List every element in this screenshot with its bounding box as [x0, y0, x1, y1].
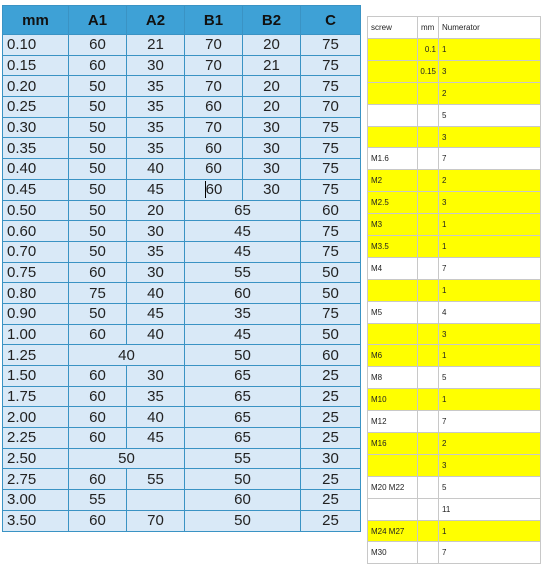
cell-screw[interactable]: M16 — [368, 433, 418, 455]
cell-b-merged[interactable]: 50 — [185, 469, 301, 490]
list-item — [368, 170, 541, 192]
cell-numerator[interactable]: 7 — [439, 542, 541, 564]
cell-a1[interactable]: 50 — [69, 76, 127, 97]
cell-c[interactable]: 50 — [301, 283, 361, 304]
cell-a1[interactable]: 60 — [69, 510, 127, 531]
cell-screw[interactable] — [368, 454, 418, 476]
cell-a1[interactable]: 60 — [69, 386, 127, 407]
cell-b-merged[interactable]: 60 — [185, 283, 301, 304]
cell-a2[interactable]: 35 — [127, 386, 185, 407]
cell-numerator[interactable]: 3 — [439, 126, 541, 148]
cell-b2[interactable]: 20 — [243, 97, 301, 118]
cell-numerator[interactable]: 1 — [439, 236, 541, 258]
list-item — [368, 257, 541, 279]
cell-mm[interactable]: 2.50 — [3, 448, 69, 469]
cell-mm[interactable]: 0.45 — [3, 179, 69, 200]
cell-b1[interactable]: 70 — [185, 117, 243, 138]
table-row — [3, 117, 361, 138]
cell-a2[interactable]: 35 — [127, 117, 185, 138]
table-row — [3, 221, 361, 242]
cell-a1[interactable]: 50 — [69, 241, 127, 262]
cell-mm[interactable]: 1.75 — [3, 386, 69, 407]
table-row — [3, 97, 361, 118]
cell-mm[interactable]: 1.25 — [3, 345, 69, 366]
list-item — [368, 39, 541, 61]
cell-c[interactable]: 25 — [301, 386, 361, 407]
cell-numerator[interactable]: 3 — [439, 192, 541, 214]
cell-c[interactable]: 25 — [301, 428, 361, 449]
cell-screw-mm[interactable]: 0.15 — [418, 60, 439, 82]
list-item — [368, 126, 541, 148]
table-row — [3, 283, 361, 304]
cell-numerator[interactable]: 1 — [439, 214, 541, 236]
table-row — [3, 76, 361, 97]
header-screw[interactable]: screw — [368, 17, 418, 39]
cell-c[interactable]: 75 — [301, 221, 361, 242]
cell-c[interactable]: 30 — [301, 448, 361, 469]
cell-screw[interactable]: M24 M27 — [368, 520, 418, 542]
cell-c[interactable]: 75 — [301, 138, 361, 159]
cell-c[interactable]: 70 — [301, 97, 361, 118]
cell-screw[interactable] — [368, 323, 418, 345]
cell-screw[interactable] — [368, 82, 418, 104]
cell-mm[interactable]: 1.50 — [3, 366, 69, 387]
cell-a2[interactable]: 45 — [127, 179, 185, 200]
cell-b-merged[interactable]: 45 — [185, 241, 301, 262]
cell-numerator[interactable]: 11 — [439, 498, 541, 520]
cell-mm[interactable]: 2.00 — [3, 407, 69, 428]
cell-a2[interactable]: 20 — [127, 200, 185, 221]
cell-a2[interactable]: 30 — [127, 366, 185, 387]
cell-b2[interactable]: 30 — [243, 138, 301, 159]
cell-screw-mm[interactable] — [418, 214, 439, 236]
dimension-header-row — [3, 6, 361, 35]
cell-numerator[interactable]: 3 — [439, 60, 541, 82]
table-row — [3, 35, 361, 56]
cell-a2[interactable]: 70 — [127, 510, 185, 531]
cell-a2[interactable]: 30 — [127, 262, 185, 283]
cell-a2[interactable] — [127, 490, 185, 511]
cell-mm[interactable]: 0.35 — [3, 138, 69, 159]
table-row — [3, 179, 361, 200]
cell-b2[interactable]: 30 — [243, 159, 301, 180]
cell-c[interactable]: 75 — [301, 35, 361, 56]
cell-mm[interactable]: 0.70 — [3, 241, 69, 262]
list-item — [368, 323, 541, 345]
cell-a1[interactable]: 60 — [69, 407, 127, 428]
cell-numerator[interactable]: 4 — [439, 301, 541, 323]
cell-screw[interactable]: M1.6 — [368, 148, 418, 170]
cell-screw[interactable]: M30 — [368, 542, 418, 564]
table-row — [3, 448, 361, 469]
cell-screw-mm[interactable] — [418, 454, 439, 476]
cell-screw[interactable]: M6 — [368, 345, 418, 367]
cell-c[interactable]: 75 — [301, 55, 361, 76]
cell-screw-mm[interactable] — [418, 367, 439, 389]
cell-a2[interactable]: 45 — [127, 428, 185, 449]
cell-mm[interactable]: 0.60 — [3, 221, 69, 242]
table-row — [3, 241, 361, 262]
cell-numerator[interactable]: 1 — [439, 520, 541, 542]
cell-a1[interactable]: 50 — [69, 179, 127, 200]
cell-c[interactable]: 60 — [301, 200, 361, 221]
list-item — [368, 476, 541, 498]
cell-screw[interactable]: M10 — [368, 389, 418, 411]
cell-mm[interactable]: 1.00 — [3, 324, 69, 345]
header-mm[interactable]: mm — [3, 6, 69, 35]
list-item — [368, 433, 541, 455]
table-row — [3, 386, 361, 407]
cell-numerator[interactable]: 7 — [439, 411, 541, 433]
list-item — [368, 236, 541, 258]
cell-screw[interactable]: M4 — [368, 257, 418, 279]
cell-b2[interactable]: 30 — [243, 117, 301, 138]
cell-numerator[interactable]: 5 — [439, 476, 541, 498]
cell-a2[interactable]: 35 — [127, 241, 185, 262]
cell-b1[interactable]: 70 — [185, 55, 243, 76]
cell-numerator[interactable]: 1 — [439, 345, 541, 367]
cell-a1[interactable]: 60 — [69, 324, 127, 345]
cell-c[interactable]: 50 — [301, 324, 361, 345]
table-row — [3, 200, 361, 221]
screw-table — [367, 16, 541, 564]
list-item — [368, 367, 541, 389]
cell-numerator[interactable]: 7 — [439, 257, 541, 279]
table-row — [3, 428, 361, 449]
cell-a1[interactable]: 60 — [69, 35, 127, 56]
header-a2[interactable]: A2 — [127, 6, 185, 35]
cell-b-merged[interactable]: 60 — [185, 490, 301, 511]
table-row — [3, 490, 361, 511]
cell-screw[interactable]: M8 — [368, 367, 418, 389]
cell-numerator[interactable]: 5 — [439, 367, 541, 389]
cell-a1[interactable]: 50 — [69, 200, 127, 221]
cell-mm[interactable]: 0.50 — [3, 200, 69, 221]
cell-mm[interactable]: 2.25 — [3, 428, 69, 449]
table-row — [3, 510, 361, 531]
cell-screw-mm[interactable] — [418, 476, 439, 498]
cell-b2[interactable]: 20 — [243, 76, 301, 97]
cell-b-merged[interactable]: 55 — [185, 448, 301, 469]
cell-b1[interactable]: 60 — [185, 97, 243, 118]
list-item — [368, 214, 541, 236]
cell-c[interactable]: 75 — [301, 76, 361, 97]
cell-screw[interactable]: M3.5 — [368, 236, 418, 258]
list-item — [368, 411, 541, 433]
cell-a2[interactable]: 35 — [127, 138, 185, 159]
table-row — [3, 303, 361, 324]
cell-a1[interactable]: 50 — [69, 303, 127, 324]
cell-b-merged[interactable]: 65 — [185, 366, 301, 387]
table-row — [3, 55, 361, 76]
list-item — [368, 389, 541, 411]
cell-c[interactable]: 50 — [301, 262, 361, 283]
cell-b1[interactable]: 60 — [185, 159, 243, 180]
cell-a2[interactable]: 35 — [127, 76, 185, 97]
cell-a1[interactable]: 60 — [69, 55, 127, 76]
header-b1[interactable]: B1 — [185, 6, 243, 35]
cell-a-merged[interactable]: 50 — [69, 448, 185, 469]
cell-mm[interactable]: 3.00 — [3, 490, 69, 511]
header-c[interactable]: C — [301, 6, 361, 35]
cell-a1[interactable]: 55 — [69, 490, 127, 511]
cell-screw-mm[interactable] — [418, 192, 439, 214]
table-row — [3, 138, 361, 159]
list-item — [368, 192, 541, 214]
cell-screw[interactable]: M3 — [368, 214, 418, 236]
cell-screw-mm[interactable] — [418, 170, 439, 192]
cell-numerator[interactable]: 5 — [439, 104, 541, 126]
cell-screw-mm[interactable] — [418, 301, 439, 323]
list-item — [368, 279, 541, 301]
cell-b1[interactable]: 60 — [185, 138, 243, 159]
cell-c[interactable]: 60 — [301, 345, 361, 366]
cell-a1[interactable]: 50 — [69, 221, 127, 242]
table-row — [3, 262, 361, 283]
cell-screw-mm[interactable] — [418, 148, 439, 170]
cell-screw-mm[interactable] — [418, 498, 439, 520]
list-item — [368, 542, 541, 564]
cell-b1[interactable]: 70 — [185, 76, 243, 97]
cell-screw-mm[interactable] — [418, 279, 439, 301]
table-row — [3, 469, 361, 490]
cell-a2[interactable]: 35 — [127, 97, 185, 118]
cell-a2[interactable]: 30 — [127, 221, 185, 242]
cell-b2[interactable]: 20 — [243, 35, 301, 56]
cell-screw-mm[interactable] — [418, 323, 439, 345]
cell-screw[interactable]: M2 — [368, 170, 418, 192]
cell-mm[interactable]: 0.90 — [3, 303, 69, 324]
header-a1[interactable]: A1 — [69, 6, 127, 35]
list-item — [368, 104, 541, 126]
cell-c[interactable]: 75 — [301, 117, 361, 138]
cell-numerator[interactable]: 7 — [439, 148, 541, 170]
cell-screw-mm[interactable] — [418, 345, 439, 367]
cell-a2[interactable]: 40 — [127, 324, 185, 345]
cell-b-merged[interactable]: 50 — [185, 510, 301, 531]
cell-mm[interactable]: 0.80 — [3, 283, 69, 304]
cell-screw-mm[interactable] — [418, 411, 439, 433]
text-cursor — [205, 181, 206, 198]
cell-screw[interactable] — [368, 104, 418, 126]
cell-a2[interactable]: 40 — [127, 407, 185, 428]
cell-b-merged[interactable]: 65 — [185, 386, 301, 407]
cell-screw-mm[interactable] — [418, 82, 439, 104]
cell-a1[interactable]: 50 — [69, 117, 127, 138]
cell-screw[interactable]: M20 M22 — [368, 476, 418, 498]
cell-numerator[interactable]: 2 — [439, 433, 541, 455]
cell-mm[interactable]: 0.30 — [3, 117, 69, 138]
table-row — [3, 366, 361, 387]
list-item — [368, 498, 541, 520]
list-item — [368, 301, 541, 323]
cell-a2[interactable]: 45 — [127, 303, 185, 324]
cell-c[interactable]: 25 — [301, 407, 361, 428]
cell-screw[interactable]: M2.5 — [368, 192, 418, 214]
cell-b-merged[interactable]: 50 — [185, 345, 301, 366]
cell-numerator[interactable]: 1 — [439, 279, 541, 301]
header-screw-mm[interactable]: mm — [418, 17, 439, 39]
cell-screw-mm[interactable] — [418, 257, 439, 279]
cell-screw-mm[interactable] — [418, 520, 439, 542]
cell-c[interactable]: 75 — [301, 241, 361, 262]
cell-b-merged[interactable]: 45 — [185, 221, 301, 242]
table-row — [3, 324, 361, 345]
cell-mm[interactable]: 0.25 — [3, 97, 69, 118]
header-b2[interactable]: B2 — [243, 6, 301, 35]
cell-screw-mm[interactable] — [418, 104, 439, 126]
cell-b1[interactable]: 60 — [185, 179, 243, 200]
cell-numerator[interactable]: 3 — [439, 454, 541, 476]
cell-screw[interactable] — [368, 39, 418, 61]
cell-c[interactable]: 75 — [301, 303, 361, 324]
cell-screw-mm[interactable]: 0.1 — [418, 39, 439, 61]
cell-a1[interactable]: 50 — [69, 138, 127, 159]
cell-numerator[interactable]: 3 — [439, 323, 541, 345]
cell-c[interactable]: 75 — [301, 159, 361, 180]
cell-mm[interactable]: 0.75 — [3, 262, 69, 283]
list-item — [368, 454, 541, 476]
list-item — [368, 345, 541, 367]
cell-b2[interactable]: 21 — [243, 55, 301, 76]
cell-a2[interactable]: 21 — [127, 35, 185, 56]
cell-c[interactable]: 25 — [301, 490, 361, 511]
cell-b1[interactable]: 70 — [185, 35, 243, 56]
cell-a1[interactable]: 60 — [69, 366, 127, 387]
cell-screw[interactable]: M5 — [368, 301, 418, 323]
cell-numerator[interactable]: 1 — [439, 389, 541, 411]
cell-screw[interactable] — [368, 279, 418, 301]
cell-a1[interactable]: 50 — [69, 159, 127, 180]
list-item — [368, 148, 541, 170]
cell-c[interactable]: 25 — [301, 366, 361, 387]
list-item — [368, 60, 541, 82]
cell-screw-mm[interactable] — [418, 542, 439, 564]
list-item — [368, 520, 541, 542]
cell-screw-mm[interactable] — [418, 126, 439, 148]
cell-screw-mm[interactable] — [418, 236, 439, 258]
screw-header-row — [368, 17, 541, 39]
cell-a1[interactable]: 50 — [69, 97, 127, 118]
cell-screw[interactable]: M12 — [368, 411, 418, 433]
cell-c[interactable]: 75 — [301, 179, 361, 200]
cell-c[interactable]: 25 — [301, 469, 361, 490]
cell-screw[interactable] — [368, 60, 418, 82]
cell-a2[interactable]: 40 — [127, 159, 185, 180]
cell-mm[interactable]: 0.20 — [3, 76, 69, 97]
cell-mm[interactable]: 3.50 — [3, 510, 69, 531]
cell-b-merged[interactable]: 65 — [185, 200, 301, 221]
cell-mm[interactable]: 0.40 — [3, 159, 69, 180]
cell-screw-mm[interactable] — [418, 433, 439, 455]
list-item — [368, 82, 541, 104]
cell-a2[interactable]: 30 — [127, 55, 185, 76]
cell-mm[interactable]: 2.75 — [3, 469, 69, 490]
cell-a1[interactable]: 60 — [69, 469, 127, 490]
cell-screw[interactable] — [368, 126, 418, 148]
table-row — [3, 345, 361, 366]
cell-b-merged[interactable]: 45 — [185, 324, 301, 345]
cell-b-merged[interactable]: 65 — [185, 428, 301, 449]
cell-b-merged[interactable]: 55 — [185, 262, 301, 283]
cell-b-merged[interactable]: 65 — [185, 407, 301, 428]
table-row — [3, 159, 361, 180]
table-row — [3, 407, 361, 428]
cell-a-merged[interactable]: 40 — [69, 345, 185, 366]
header-numerator[interactable]: Numerator — [439, 17, 541, 39]
cell-c[interactable]: 25 — [301, 510, 361, 531]
cell-mm[interactable]: 0.10 — [3, 35, 69, 56]
dimension-table — [2, 5, 361, 532]
cell-numerator[interactable]: 2 — [439, 82, 541, 104]
cell-screw[interactable] — [368, 498, 418, 520]
cell-screw-mm[interactable] — [418, 389, 439, 411]
cell-b-merged[interactable]: 35 — [185, 303, 301, 324]
cell-a1[interactable]: 60 — [69, 428, 127, 449]
cell-a1[interactable]: 60 — [69, 262, 127, 283]
cell-numerator[interactable]: 1 — [439, 39, 541, 61]
cell-b2[interactable]: 30 — [243, 179, 301, 200]
cell-a2[interactable]: 55 — [127, 469, 185, 490]
cell-a2[interactable]: 40 — [127, 283, 185, 304]
cell-a1[interactable]: 75 — [69, 283, 127, 304]
cell-mm[interactable]: 0.15 — [3, 55, 69, 76]
cell-numerator[interactable]: 2 — [439, 170, 541, 192]
